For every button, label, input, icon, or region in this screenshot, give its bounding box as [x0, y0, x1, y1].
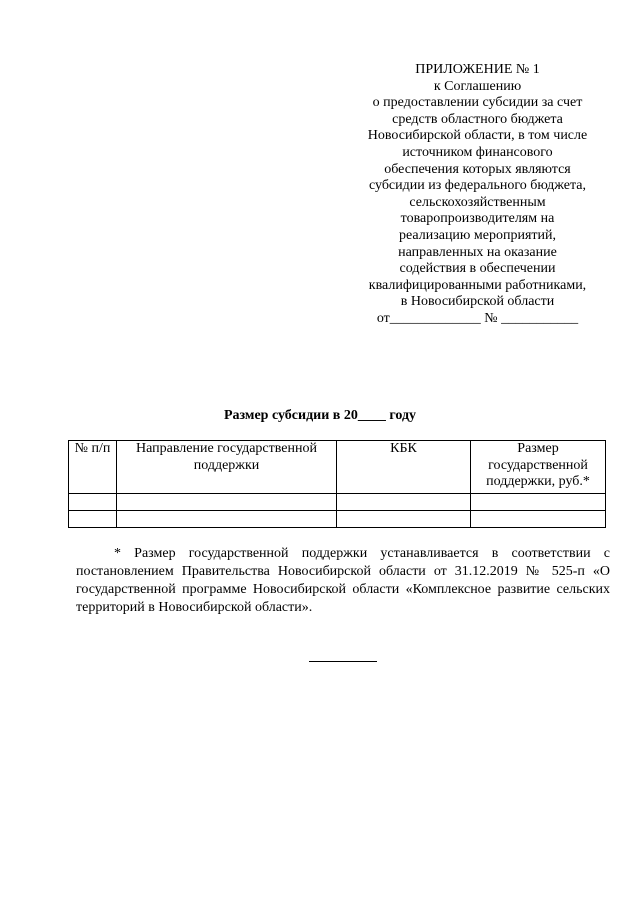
column-header-amount: Размер государственной поддержки, руб.* [471, 441, 606, 494]
subsidy-table [68, 440, 606, 528]
table-header-row [69, 441, 606, 494]
appendix-heading: ПРИЛОЖЕНИЕ № 1 [415, 62, 540, 77]
appendix-date-number-line: от_____________ № ___________ [376, 310, 579, 326]
table-cell [471, 511, 606, 528]
appendix-line: товаропроизводителям на [400, 211, 555, 227]
column-header-number: № п/п [69, 441, 117, 494]
table-row [69, 494, 606, 511]
page-title: Размер субсидии в 20____ году [223, 408, 417, 423]
appendix-line: в Новосибирской области [400, 294, 555, 310]
appendix-line: субсидии из федерального бюджета, [368, 178, 587, 194]
appendix-line: направленных на оказание [398, 244, 557, 260]
appendix-line: содействия в обеспечении [399, 261, 556, 277]
column-header-direction: Направление государственной поддержки [117, 441, 337, 494]
appendix-line: Новосибирской области, в том числе [367, 128, 588, 144]
table-row [69, 511, 606, 528]
table-cell [337, 511, 471, 528]
table-cell [69, 511, 117, 528]
table-cell [69, 494, 117, 511]
table-cell [117, 511, 337, 528]
appendix-line: обеспечения которых являются [384, 161, 571, 177]
appendix-line: сельскохозяйственным [409, 194, 546, 210]
appendix-line: о предоставлении субсидии за счет [372, 95, 583, 111]
table-cell [117, 494, 337, 511]
appendix-line: к Соглашению [433, 78, 522, 94]
column-header-kbk: КБК [337, 441, 471, 494]
appendix-line: квалифицированными работниками, [368, 277, 587, 293]
footnote: * Размер государственной поддержки устанавливается в соответствии с постановлением Правительства Новосибирской области от 31.12.2019 № 525-п «О государственной программе Новосибирской области «Комплексное развитие сельских территорий в Новосибирской области». [76, 546, 610, 615]
table-cell [337, 494, 471, 511]
appendix-line: реализацию мероприятий, [399, 227, 556, 243]
appendix-line: источником финансового [402, 144, 553, 160]
separator-line [309, 661, 377, 662]
table-cell [471, 494, 606, 511]
appendix-block [345, 62, 610, 328]
appendix-line: средств областного бюджета [392, 111, 563, 127]
